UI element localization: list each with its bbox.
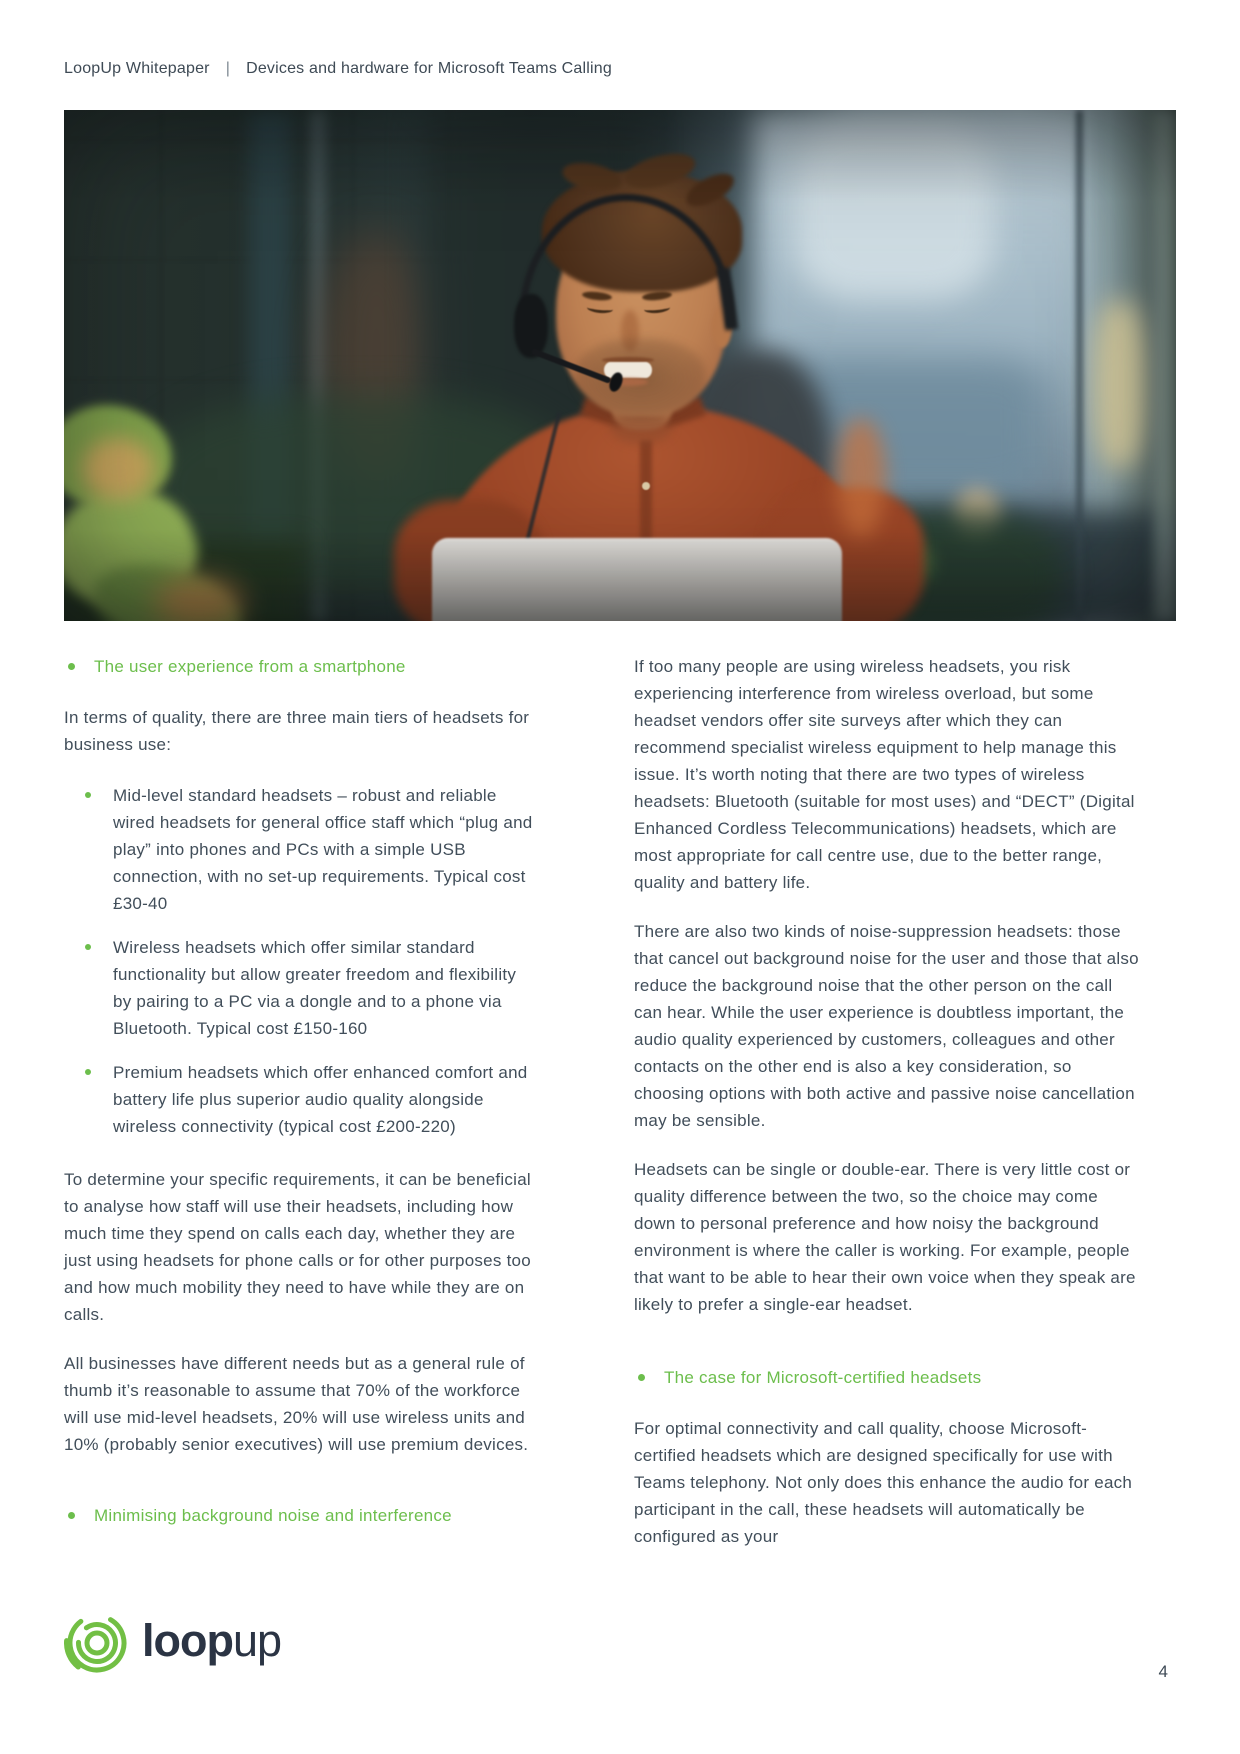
header-title: Devices and hardware for Microsoft Teams Calling bbox=[246, 60, 612, 77]
section-heading-label: The user experience from a smartphone bbox=[94, 657, 406, 676]
bullet-icon bbox=[85, 944, 91, 950]
paragraph-business-needs: All businesses have different needs but as a general rule of thumb it’s reasonable to assume that 70% of the workforce will use mid-level headsets, 20% will use wireless units and 10% (probably senior executives) will use premium devices. bbox=[64, 1354, 529, 1454]
header-separator: | bbox=[225, 60, 231, 77]
section-heading-noise bbox=[64, 1502, 534, 1529]
paragraph-noise-suppression: There are also two kinds of noise-suppression headsets: those that cancel out background noise for the user and those that also reduce the background noise that the other person on the call can hear. While the user experience is doubtless important, the audio quality experienced by customers, colleagues and other contacts on the other end is also a key consideration, so choosing options with both active and passive noise cancellation may be sensible. bbox=[634, 922, 1139, 1130]
section-heading-smartphone bbox=[64, 653, 534, 680]
wordmark-loop: loop bbox=[142, 1614, 233, 1666]
bullet-icon bbox=[68, 1512, 75, 1519]
section-heading-label: Minimising background noise and interference bbox=[94, 1506, 452, 1525]
list-item-text: Mid-level standard headsets – robust and reliable wired headsets for general office staff which “plug and play” into phones and PCs with a simple USB connection, with no set-up requirements. Typical cost £30-40 bbox=[113, 786, 533, 913]
wordmark-up: up bbox=[232, 1614, 282, 1666]
page-header bbox=[64, 60, 1176, 78]
loopup-logo bbox=[64, 1610, 281, 1676]
loopup-wordmark bbox=[142, 1614, 282, 1669]
paragraph-single-double-ear: Headsets can be single or double-ear. There is very little cost or quality difference between the two, so the choice may come down to personal preference and how noisy the background environment is where the caller is working. For example, people that want to be able to hear their own voice when they speak are likely to prefer a single-ear headset. bbox=[634, 1160, 1136, 1314]
header-brand: LoopUp Whitepaper bbox=[64, 60, 210, 77]
bullet-icon bbox=[638, 1374, 645, 1381]
bullet-icon bbox=[85, 792, 91, 798]
right-column bbox=[634, 653, 1140, 1550]
loopup-logo-icon bbox=[64, 1610, 130, 1676]
photo-vignette bbox=[64, 110, 1176, 621]
paragraph-certified: For optimal connectivity and call quality, choose Microsoft-certified headsets which are designed specifically for use with Teams telephony. Not only does this enhance the audio for each participant in the call, these headsets will automatically be configured as your bbox=[634, 1419, 1133, 1546]
list-item bbox=[64, 1059, 534, 1140]
paragraph-interference: If too many people are using wireless headsets, you risk experiencing interference from wireless overload, but some headset vendors offer site surveys after which they can recommend specialist wireless equipment to help manage this issue. It’s worth noting that there are two types of wireless headsets: Bluetooth (suitable for most uses) and “DECT” (Digital Enhanced Cordless Telecommunications) headsets, which are most appropriate for call centre use, due to the better range, quality and battery life. bbox=[634, 657, 1135, 892]
section-heading-label: The case for Microsoft-certified headsets bbox=[664, 1368, 982, 1387]
list-item bbox=[64, 782, 534, 917]
hero-photo bbox=[64, 110, 1176, 621]
page-number: 4 bbox=[1158, 1662, 1168, 1681]
bullet-icon bbox=[68, 663, 75, 670]
paragraph-requirements: To determine your specific requirements, it can be beneficial to analyse how staff will use their headsets, including how much time they spend on calls each day, whether they are just using headsets for phone calls or for other purposes too and how much mobility they need to have while they are on calls. bbox=[64, 1170, 531, 1324]
list-item bbox=[64, 934, 534, 1042]
section-heading-certified bbox=[634, 1364, 1140, 1391]
left-column bbox=[64, 653, 534, 1550]
paragraph-tiers-intro: In terms of quality, there are three main tiers of headsets for business use: bbox=[64, 708, 530, 754]
headset-tier-list bbox=[64, 782, 534, 1140]
body-columns bbox=[64, 653, 1176, 1550]
list-item-text: Premium headsets which offer enhanced comfort and battery life plus superior audio quality alongside wireless connectivity (typical cost £200-220) bbox=[113, 1063, 528, 1136]
list-item-text: Wireless headsets which offer similar standard functionality but allow greater freedom and flexibility by pairing to a PC via a dongle and to a phone via Bluetooth. Typical cost £150-160 bbox=[113, 938, 517, 1038]
bullet-icon bbox=[85, 1069, 91, 1075]
